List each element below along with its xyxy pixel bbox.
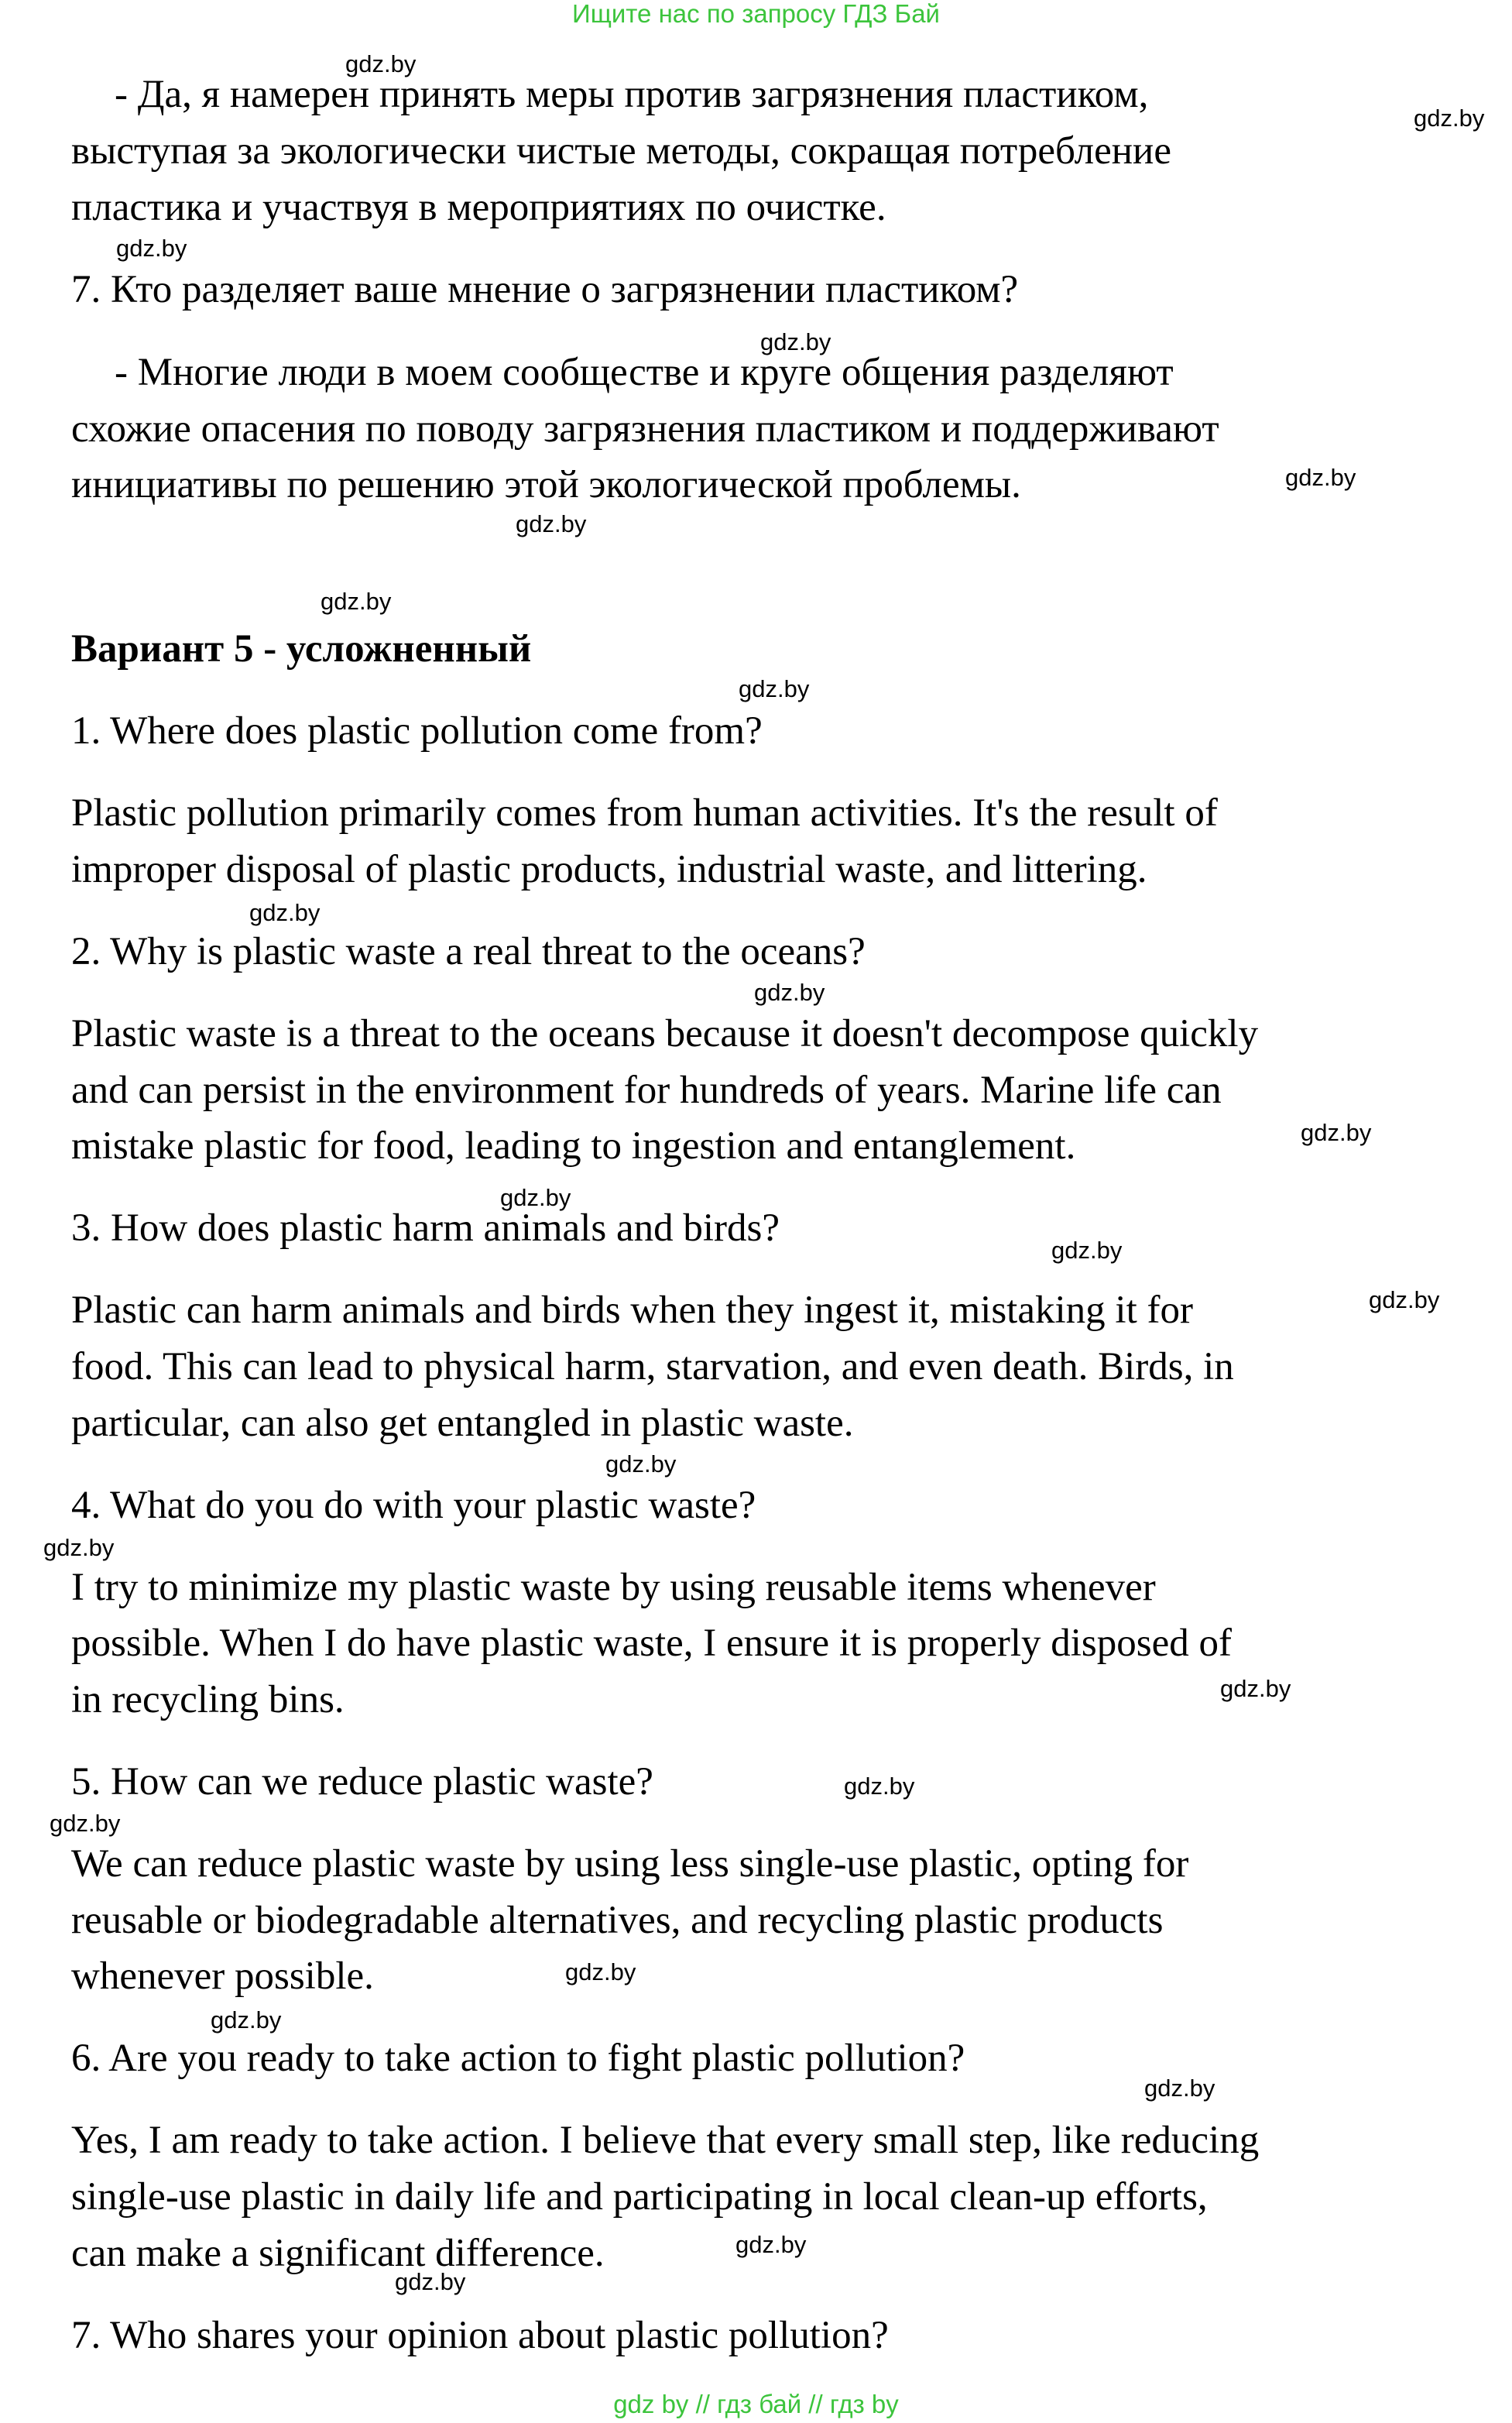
- watermark: gdz.by: [1414, 105, 1485, 132]
- header-banner[interactable]: Ищите нас по запросу ГДЗ Бай: [572, 0, 940, 28]
- question-line: 5. How can we reduce plastic waste?: [71, 1760, 653, 1804]
- answer-line: Yes, I am ready to take action. I believe that every small step, like reducing: [71, 2119, 1260, 2162]
- watermark: gdz.by: [1220, 1675, 1291, 1702]
- watermark: gdz.by: [50, 1810, 121, 1837]
- watermark: gdz.by: [516, 510, 587, 537]
- answer-line: food. This can lead to physical harm, starvation, and even death. Birds, in: [71, 1345, 1234, 1388]
- watermark: gdz.by: [760, 328, 831, 355]
- watermark: gdz.by: [211, 2006, 282, 2033]
- answer-line: particular, can also get entangled in plastic waste.: [71, 1402, 854, 1445]
- answer-line: mistake plastic for food, leading to ingestion and entanglement.: [71, 1124, 1076, 1168]
- watermark: gdz.by: [43, 1534, 115, 1561]
- answer-line: I try to minimize my plastic waste by using reusable items whenever: [71, 1566, 1156, 1609]
- answer-line: инициативы по решению этой экологической проблемы.: [71, 463, 1021, 506]
- answer-line: Plastic pollution primarily comes from human activities. It's the result of: [71, 791, 1218, 835]
- watermark: gdz.by: [1285, 464, 1356, 491]
- question-line: 2. Why is plastic waste a real threat to the oceans?: [71, 930, 866, 973]
- answer-line: reusable or biodegradable alternatives, and recycling plastic products: [71, 1899, 1164, 1942]
- question-line: 7. Who shares your opinion about plastic pollution?: [71, 2314, 889, 2357]
- question-line: 7. Кто разделяет ваше мнение о загрязнении пластиком?: [71, 268, 1019, 311]
- watermark: gdz.by: [321, 588, 392, 615]
- answer-line: - Многие люди в моем сообществе и круге общения разделяют: [115, 351, 1174, 394]
- question-line: 1. Where does plastic pollution come from?: [71, 709, 763, 753]
- question-line: 3. How does plastic harm animals and birds?: [71, 1206, 780, 1250]
- answer-line: single-use plastic in daily life and participating in local clean-up efforts,: [71, 2175, 1208, 2219]
- question-line: 4. What do you do with your plastic waste?: [71, 1484, 756, 1527]
- answer-line: can make a significant difference.: [71, 2232, 605, 2275]
- watermark: gdz.by: [565, 1958, 636, 1985]
- answer-line: in recycling bins.: [71, 1678, 345, 1721]
- watermark: gdz.by: [844, 1773, 915, 1800]
- answer-line: выступая за экологически чистые методы, сокращая потребление: [71, 129, 1171, 173]
- answer-line: We can reduce plastic waste by using less single-use plastic, opting for: [71, 1842, 1189, 1886]
- answer-line: Plastic can harm animals and birds when they ingest it, mistaking it for: [71, 1289, 1193, 1332]
- watermark: gdz.by: [754, 979, 825, 1006]
- footer-banner[interactable]: gdz by // гдз бай // гдз by: [613, 2390, 899, 2418]
- answer-line: пластика и участвуя в мероприятиях по очистке.: [71, 186, 886, 229]
- watermark: gdz.by: [605, 1450, 677, 1477]
- watermark: gdz.by: [1301, 1119, 1372, 1146]
- answer-line: Plastic waste is a threat to the oceans because it doesn't decompose quickly: [71, 1012, 1259, 1055]
- answer-line: and can persist in the environment for hundreds of years. Marine life can: [71, 1069, 1222, 1112]
- watermark: gdz.by: [345, 50, 417, 77]
- answer-line: possible. When I do have plastic waste, I ensure it is properly disposed of: [71, 1622, 1232, 1665]
- watermark: gdz.by: [395, 2268, 466, 2295]
- answer-line: whenever possible.: [71, 1955, 374, 1998]
- watermark: gdz.by: [249, 899, 321, 926]
- watermark: gdz.by: [1369, 1286, 1440, 1313]
- answer-line: схожие опасения по поводу загрязнения пластиком и поддерживают: [71, 407, 1219, 451]
- answer-line: - Да, я намерен принять меры против загрязнения пластиком,: [115, 73, 1149, 116]
- watermark: gdz.by: [116, 235, 187, 262]
- section-heading: Вариант 5 - усложненный: [71, 627, 532, 671]
- watermark: gdz.by: [739, 675, 810, 702]
- watermark: gdz.by: [1144, 2075, 1215, 2102]
- question-line: 6. Are you ready to take action to fight plastic pollution?: [71, 2037, 965, 2080]
- answer-line: improper disposal of plastic products, industrial waste, and littering.: [71, 848, 1147, 891]
- watermark: gdz.by: [500, 1184, 571, 1211]
- watermark: gdz.by: [1051, 1237, 1123, 1264]
- watermark: gdz.by: [735, 2231, 807, 2258]
